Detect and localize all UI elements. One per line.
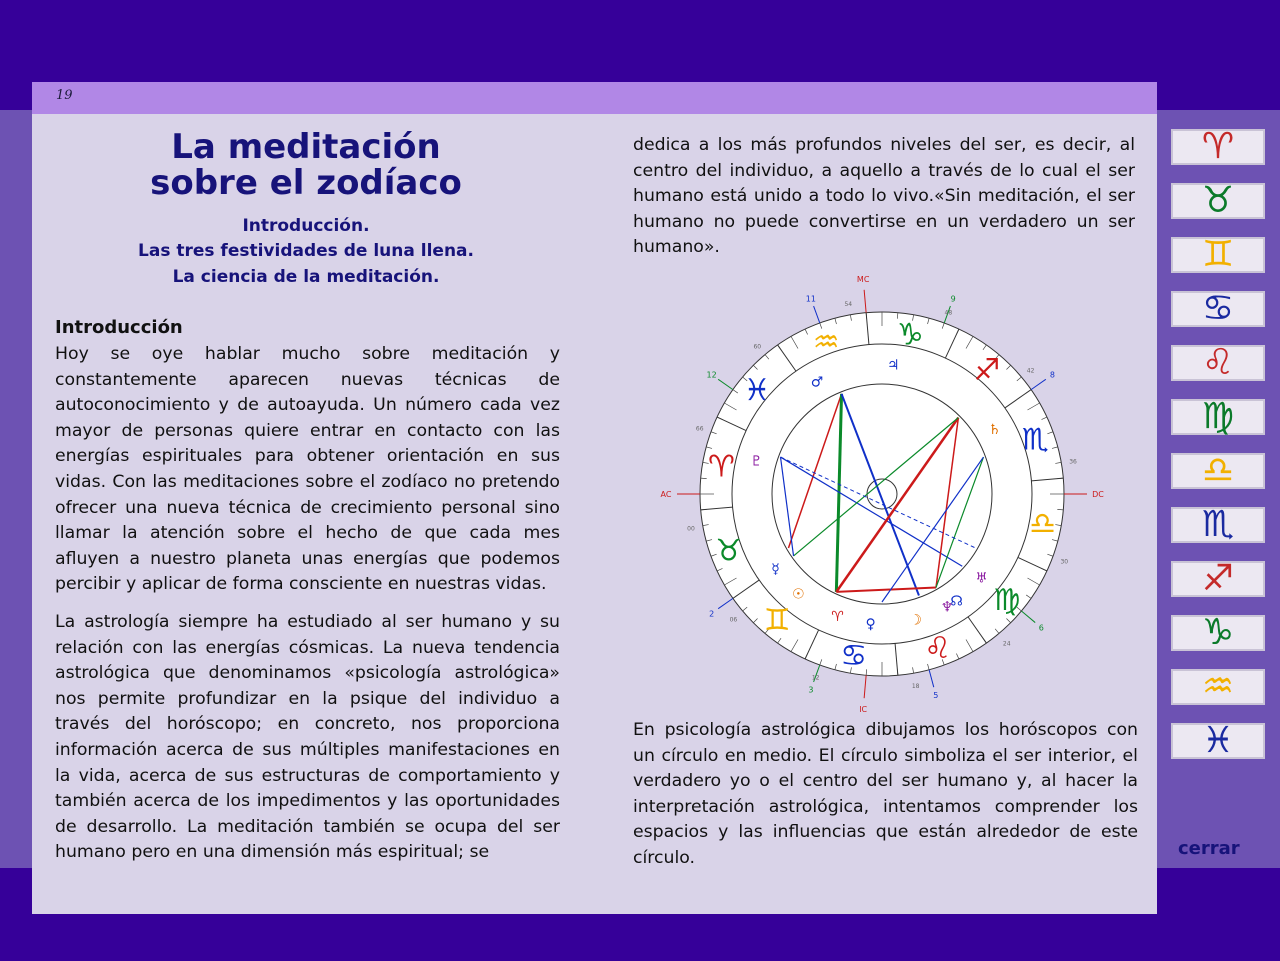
- zodiac-sign-button[interactable]: [1171, 450, 1265, 491]
- degree-label: 18: [911, 683, 920, 691]
- degree-label: 00: [687, 525, 695, 533]
- paragraph-astrology: La astrología siempre ha estudiado al ser humano y su relación con las energías cósmicas. La nueva tendencia astrológica que denominamos «psicología astrológica» nos permite profundizar en la psique del individuo a través del horóscopo; en concreto, nos proporciona información acerca de sus múltiples manifestaciones en la vida, acerca de sus estructuras de comportamiento y también acerca de los impedimentos y las oportunidades de desarrollo. La meditación también se ocupa del ser humano pero en una dimensión más espiritual; se: [55, 612, 560, 863]
- planet-glyph: ♃: [887, 357, 900, 374]
- house-number: 2: [709, 609, 715, 619]
- degree-label: 12: [811, 674, 820, 682]
- zodiac-glyph: ♏: [1021, 422, 1049, 458]
- degree-label: 42: [1026, 367, 1035, 375]
- zodiac-sign-icon: ♐: [1201, 558, 1235, 599]
- house-number: 6: [1038, 623, 1044, 633]
- paragraph-meditation: dedica a los más profundos niveles del ser, es decir, al centro del individuo, a aquello a través de lo cual el ser humano está unido a todo lo vivo.«Sin meditación, el ser humano no puede convertirse en un verdadero un ser humano».: [633, 135, 1135, 258]
- page-title-line2: sobre el zodíaco: [150, 163, 462, 203]
- zodiac-glyph: ♋: [840, 638, 868, 674]
- house-cusp-line: [1031, 379, 1046, 389]
- angle-line: [864, 675, 866, 698]
- planet-glyph: ☽: [909, 612, 922, 629]
- zodiac-sign-icon: ♒: [1201, 666, 1235, 707]
- degree-label: 24: [1002, 640, 1011, 648]
- zodiac-sign-icon: ♊: [1201, 234, 1235, 275]
- zodiac-glyph: ♒: [812, 324, 840, 360]
- house-number: 12: [706, 370, 717, 380]
- subtitle-line3: La ciencia de la meditación.: [172, 267, 440, 287]
- zodiac-sign-icon: ♈: [1201, 126, 1235, 167]
- zodiac-sign-icon: ♎: [1201, 450, 1235, 491]
- zodiac-glyph: ♈: [708, 449, 735, 485]
- degree-label: 66: [695, 425, 704, 433]
- zodiac-glyph: ♑: [896, 317, 924, 353]
- angle-label: DC: [1092, 490, 1104, 499]
- zodiac-sign-button[interactable]: [1171, 234, 1265, 275]
- zodiac-sign-button[interactable]: [1171, 288, 1265, 329]
- page-title-line1: La meditación: [171, 127, 441, 167]
- zodiac-sign-icon: ♌: [1201, 342, 1235, 383]
- degree-label: 54: [844, 300, 853, 308]
- degree-label: 60: [753, 343, 762, 351]
- house-cusp-line: [1021, 611, 1035, 623]
- house-number: 8: [1049, 370, 1055, 380]
- zodiac-glyph: ♌: [924, 631, 952, 667]
- zodiac-glyph: ♊: [763, 602, 791, 638]
- zodiac-sign-button[interactable]: [1171, 126, 1265, 167]
- house-cusp-line: [814, 306, 820, 323]
- paragraph-circle: En psicología astrológica dibujamos los horóscopos con un círculo en medio. El círculo simboliza el ser interior, el verdadero yo o el centro del ser humano y, al hacer la interpretación astrológica, intentamos comprender los espacios y las influencias que están alrededor de este círculo.: [633, 720, 1138, 868]
- planet-glyph: ♅: [975, 570, 988, 587]
- zodiac-glyph: ♉: [715, 533, 743, 569]
- angle-line: [864, 290, 866, 313]
- planet-glyph: ☊: [950, 593, 963, 610]
- house-cusp-line: [929, 670, 934, 687]
- degree-label: 48: [944, 309, 953, 317]
- zodiac-sign-icon: ♑: [1201, 612, 1235, 653]
- zodiac-sign-button[interactable]: [1171, 504, 1265, 545]
- angle-label: AC: [660, 490, 672, 499]
- zodiac-sign-button[interactable]: [1171, 612, 1265, 653]
- zodiac-sign-button[interactable]: [1171, 180, 1265, 221]
- house-number: 9: [950, 294, 956, 304]
- planet-glyph: ♈: [831, 609, 844, 626]
- zodiac-sign-icon: ♏: [1201, 504, 1235, 545]
- zodiac-sign-icon: ♋: [1201, 288, 1235, 329]
- zodiac-glyph: ♓: [743, 373, 771, 409]
- house-cusp-line: [718, 379, 733, 389]
- zodiac-sign-button[interactable]: [1171, 558, 1265, 599]
- house-number: 11: [805, 294, 816, 304]
- zodiac-sign-button[interactable]: [1171, 720, 1265, 761]
- zodiac-glyph: ♍: [993, 582, 1021, 618]
- zodiac-sign-icon: ♓: [1201, 720, 1235, 761]
- zodiac-sign-button[interactable]: [1171, 342, 1265, 383]
- zodiac-sign-button[interactable]: [1171, 666, 1265, 707]
- zodiac-sign-button[interactable]: [1171, 396, 1265, 437]
- zodiac-sign-icon: ♍: [1201, 396, 1235, 437]
- planet-glyph: ♂: [810, 374, 824, 391]
- angle-label: MC: [856, 274, 870, 284]
- horoscope-chart: [650, 268, 1120, 715]
- angle-label: IC: [859, 705, 868, 715]
- subtitle-line1: Introducción.: [242, 216, 370, 236]
- planet-glyph: ☉: [792, 586, 805, 603]
- subtitle-line2: Las tres festividades de luna llena.: [138, 241, 474, 261]
- zodiac-glyph: ♐: [973, 353, 1001, 389]
- section-heading: Introducción: [55, 317, 183, 338]
- house-number: 3: [808, 685, 814, 695]
- house-number: 5: [933, 690, 939, 700]
- degree-label: 36: [1069, 458, 1077, 466]
- paragraph-intro: Hoy se oye hablar mucho sobre meditación y constantemente aparecen nuevas técnicas de autoconocimiento y de autoayuda. Un número cada vez mayor de personas quiere entrar en contacto con las energías espirituales para obtener orientación en sus vidas. Con las meditaciones sobre el zodíaco no pretendo ofrecer una nueva técnica de crecimiento personal sino llamar la atención sobre el hecho de que cada mes afluyen a nuestro planeta unas energías que podemos percibir y aplicar de forma consciente en nuestras vidas.: [55, 344, 560, 595]
- planet-glyph: ♄: [988, 422, 1001, 438]
- house-cusp-line: [718, 598, 733, 608]
- close-button[interactable]: cerrar: [1178, 838, 1240, 859]
- page-header: [32, 82, 1157, 114]
- degree-label: 30: [1060, 558, 1069, 566]
- planet-glyph: ♆: [940, 599, 954, 616]
- planet-glyph: ♇: [750, 453, 763, 470]
- degree-label: 06: [729, 616, 738, 624]
- planet-glyph: ☿: [771, 561, 780, 578]
- planet-glyph: ♀: [865, 616, 876, 633]
- zodiac-glyph: ♎: [1029, 506, 1056, 542]
- page-number: 19: [56, 88, 73, 103]
- zodiac-sign-icon: ♉: [1201, 180, 1235, 221]
